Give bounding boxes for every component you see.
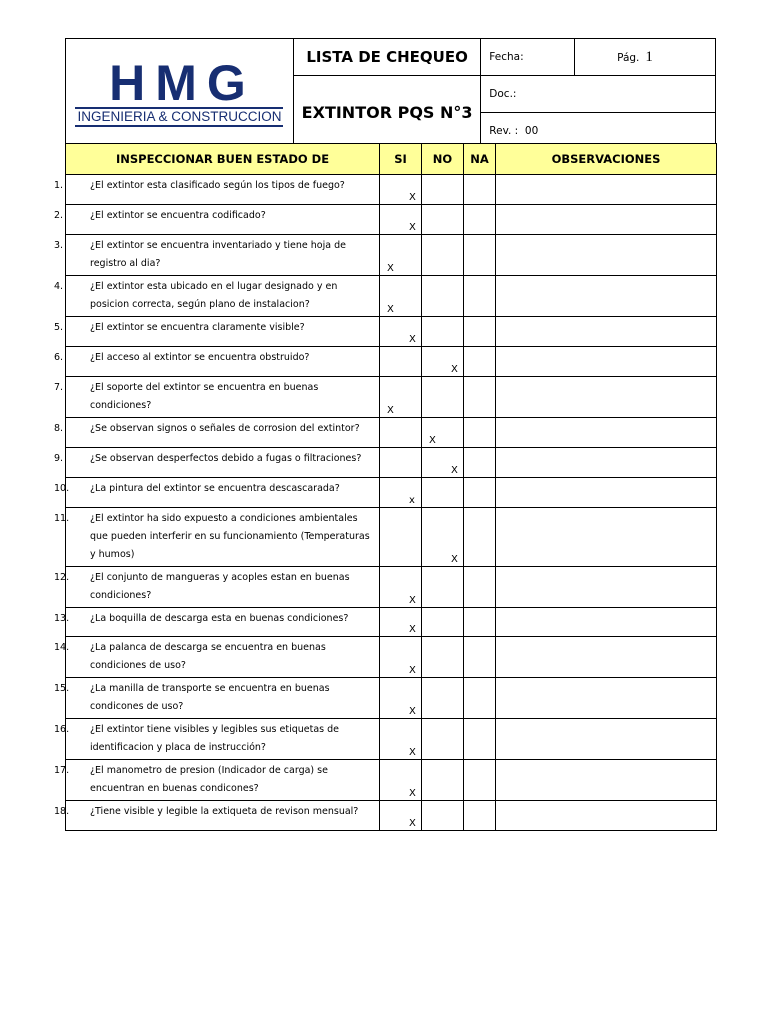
question-number: 6. — [54, 352, 64, 363]
answer-na-cell[interactable] — [464, 678, 496, 719]
question-text: ¿Se observan desperfectos debido a fugas o filtraciones? — [90, 453, 362, 464]
checklist-row — [66, 235, 717, 276]
question-number: 5. — [54, 322, 64, 333]
answer-no-cell[interactable] — [422, 377, 464, 418]
question-number: 13. — [54, 613, 70, 624]
answer-na-cell[interactable] — [464, 719, 496, 760]
checklist-row — [66, 418, 717, 448]
check-mark: X — [409, 222, 416, 233]
question-text: ¿La palanca de descarga se encuentra en buenas condiciones de uso? — [90, 642, 326, 671]
pag-label: Pág. — [617, 51, 640, 64]
answer-no-cell[interactable] — [422, 719, 464, 760]
observaciones-cell[interactable] — [496, 448, 717, 478]
question-number: 11. — [54, 513, 70, 524]
question-cell — [54, 235, 380, 276]
checklist-row — [66, 801, 717, 831]
answer-na-cell[interactable] — [464, 608, 496, 637]
answer-si-cell[interactable] — [380, 175, 422, 205]
answer-na-cell[interactable] — [464, 205, 496, 235]
checklist-row — [66, 478, 717, 508]
page-number — [575, 39, 716, 76]
checklist-row — [66, 678, 717, 719]
logo-mark: HMG — [109, 55, 256, 111]
question-cell — [54, 719, 380, 760]
checklist-row — [66, 637, 717, 678]
observaciones-cell[interactable] — [496, 508, 717, 567]
col-header-na: NA — [464, 144, 496, 175]
answer-si-cell[interactable] — [380, 608, 422, 637]
answer-si-cell[interactable] — [380, 347, 422, 377]
question-text: ¿El acceso al extintor se encuentra obstruido? — [90, 352, 310, 363]
answer-no-cell[interactable] — [422, 508, 464, 567]
check-mark: x — [409, 495, 415, 506]
answer-no-cell[interactable] — [422, 608, 464, 637]
question-cell — [54, 317, 380, 347]
answer-si-cell[interactable] — [380, 205, 422, 235]
question-number: 17. — [54, 765, 70, 776]
question-cell — [54, 448, 380, 478]
checklist-row — [66, 317, 717, 347]
answer-si-cell[interactable] — [380, 719, 422, 760]
question-cell — [54, 608, 380, 637]
check-mark: X — [429, 435, 436, 446]
question-cell — [54, 478, 380, 508]
form-title: LISTA DE CHEQUEO — [293, 39, 480, 76]
observaciones-cell[interactable] — [496, 317, 717, 347]
question-number: 14. — [54, 642, 70, 653]
checklist-row — [66, 760, 717, 801]
answer-si-cell[interactable] — [380, 377, 422, 418]
answer-na-cell[interactable] — [464, 801, 496, 831]
question-number: 15. — [54, 683, 70, 694]
answer-si-cell[interactable] — [380, 678, 422, 719]
question-text: ¿El conjunto de mangueras y acoples estan en buenas condiciones? — [90, 572, 350, 601]
question-text: ¿El manometro de presion (Indicador de carga) se encuentran en buenas condicones? — [90, 765, 328, 794]
answer-no-cell[interactable] — [422, 317, 464, 347]
answer-na-cell[interactable] — [464, 276, 496, 317]
answer-no-cell[interactable] — [422, 678, 464, 719]
question-text: ¿El extintor ha sido expuesto a condiciones ambientales que pueden interferir en su funcionamiento (Temperaturas y humos) — [90, 513, 370, 560]
check-mark: X — [409, 665, 416, 676]
answer-si-cell[interactable] — [380, 418, 422, 448]
answer-no-cell[interactable] — [422, 418, 464, 448]
question-number: 12. — [54, 572, 70, 583]
question-number: 1. — [54, 180, 64, 191]
question-text: ¿Se observan signos o señales de corrosion del extintor? — [90, 423, 360, 434]
col-header-question: INSPECCIONAR BUEN ESTADO DE — [66, 144, 380, 175]
checklist-row — [66, 347, 717, 377]
observaciones-cell[interactable] — [496, 175, 717, 205]
question-number: 7. — [54, 382, 64, 393]
question-number: 16. — [54, 724, 70, 735]
company-logo — [66, 39, 294, 150]
answer-si-cell[interactable] — [380, 317, 422, 347]
observaciones-cell[interactable] — [496, 719, 717, 760]
answer-na-cell[interactable] — [464, 637, 496, 678]
observaciones-cell[interactable] — [496, 377, 717, 418]
answer-no-cell[interactable] — [422, 347, 464, 377]
answer-na-cell[interactable] — [464, 760, 496, 801]
check-mark: X — [409, 706, 416, 717]
rev-label: Rev. : — [489, 125, 519, 137]
observaciones-cell[interactable] — [496, 205, 717, 235]
answer-no-cell[interactable] — [422, 276, 464, 317]
question-cell — [54, 175, 380, 205]
question-cell — [54, 508, 380, 567]
answer-si-cell[interactable] — [380, 801, 422, 831]
answer-no-cell[interactable] — [422, 801, 464, 831]
checklist-row — [66, 448, 717, 478]
checklist-row — [66, 175, 717, 205]
question-number: 2. — [54, 210, 64, 221]
answer-na-cell[interactable] — [464, 317, 496, 347]
rev-value: 00 — [524, 125, 539, 137]
question-text: ¿El extintor tiene visibles y legibles sus etiquetas de identificacion y placa de instrucción? — [90, 724, 339, 753]
inspection-checklist — [54, 143, 717, 831]
answer-na-cell[interactable] — [464, 418, 496, 448]
answer-si-cell[interactable] — [380, 235, 422, 276]
answer-na-cell[interactable] — [464, 347, 496, 377]
observaciones-cell[interactable] — [496, 567, 717, 608]
question-text: ¿El soporte del extintor se encuentra en buenas condiciones? — [90, 382, 319, 411]
answer-si-cell[interactable] — [380, 448, 422, 478]
checklist-row — [66, 608, 717, 637]
observaciones-cell[interactable] — [496, 478, 717, 508]
answer-no-cell[interactable] — [422, 448, 464, 478]
check-mark: X — [387, 263, 394, 274]
checklist-row — [66, 205, 717, 235]
answer-na-cell[interactable] — [464, 377, 496, 418]
observaciones-cell[interactable] — [496, 637, 717, 678]
question-number: 4. — [54, 281, 64, 292]
observaciones-cell[interactable] — [496, 276, 717, 317]
check-mark: X — [409, 624, 416, 635]
checklist-body — [54, 175, 717, 831]
check-mark: X — [409, 747, 416, 758]
answer-no-cell[interactable] — [422, 637, 464, 678]
observaciones-cell[interactable] — [496, 347, 717, 377]
check-mark: X — [387, 405, 394, 416]
question-text: ¿El extintor esta clasificado según los tipos de fuego? — [90, 180, 345, 191]
answer-no-cell[interactable] — [422, 205, 464, 235]
question-text: ¿La manilla de transporte se encuentra en buenas condicones de uso? — [90, 683, 330, 712]
answer-na-cell[interactable] — [464, 478, 496, 508]
answer-no-cell[interactable] — [422, 760, 464, 801]
answer-si-cell[interactable] — [380, 276, 422, 317]
check-mark: X — [387, 304, 394, 315]
answer-na-cell[interactable] — [464, 175, 496, 205]
observaciones-cell[interactable] — [496, 418, 717, 448]
check-mark: X — [409, 595, 416, 606]
question-cell — [54, 678, 380, 719]
question-cell — [54, 760, 380, 801]
question-text: ¿La boquilla de descarga esta en buenas condiciones? — [90, 613, 349, 624]
answer-si-cell[interactable] — [380, 567, 422, 608]
check-mark: X — [409, 818, 416, 829]
observaciones-cell[interactable] — [496, 235, 717, 276]
checklist-row — [66, 567, 717, 608]
question-text: ¿Tiene visible y legible la extiqueta de revison mensual? — [90, 806, 359, 817]
question-number: 9. — [54, 453, 64, 464]
logo-subtitle: INGENIERIA & CONSTRUCCION — [75, 107, 283, 127]
answer-si-cell[interactable] — [380, 478, 422, 508]
answer-na-cell[interactable] — [464, 448, 496, 478]
pag-value: 1 — [645, 48, 653, 65]
question-number: 8. — [54, 423, 64, 434]
check-mark: X — [451, 364, 458, 375]
question-text: ¿La pintura del extintor se encuentra descascarada? — [90, 483, 340, 494]
question-text: ¿El extintor se encuentra claramente visible? — [90, 322, 305, 333]
answer-si-cell[interactable] — [380, 760, 422, 801]
checklist-row — [66, 377, 717, 418]
question-number: 10. — [54, 483, 70, 494]
checklist-header-row — [66, 144, 717, 175]
check-mark: X — [451, 465, 458, 476]
document-header — [65, 38, 716, 150]
check-mark: X — [409, 334, 416, 345]
answer-no-cell[interactable] — [422, 235, 464, 276]
observaciones-cell[interactable] — [496, 760, 717, 801]
answer-no-cell[interactable] — [422, 478, 464, 508]
answer-no-cell[interactable] — [422, 175, 464, 205]
checklist-row — [66, 276, 717, 317]
fecha-label: Fecha: — [481, 39, 575, 76]
question-number: 18. — [54, 806, 70, 817]
question-cell — [54, 637, 380, 678]
check-mark: X — [409, 192, 416, 203]
col-header-no: NO — [422, 144, 464, 175]
observaciones-cell[interactable] — [496, 608, 717, 637]
question-text: ¿El extintor esta ubicado en el lugar designado y en posicion correcta, según plano de instalacion? — [90, 281, 338, 310]
question-cell — [54, 377, 380, 418]
col-header-observaciones: OBSERVACIONES — [496, 144, 717, 175]
check-mark: X — [451, 554, 458, 565]
doc-label: Doc.: — [481, 76, 716, 113]
col-header-si: SI — [380, 144, 422, 175]
question-number: 3. — [54, 240, 64, 251]
checklist-row — [66, 719, 717, 760]
question-text: ¿El extintor se encuentra codificado? — [90, 210, 266, 221]
question-cell — [54, 205, 380, 235]
checklist-row — [66, 508, 717, 567]
question-cell — [54, 801, 380, 831]
answer-si-cell[interactable] — [380, 637, 422, 678]
answer-na-cell[interactable] — [464, 235, 496, 276]
question-cell — [54, 347, 380, 377]
question-text: ¿El extintor se encuentra inventariado y tiene hoja de registro al dia? — [90, 240, 346, 269]
answer-na-cell[interactable] — [464, 508, 496, 567]
observaciones-cell[interactable] — [496, 801, 717, 831]
question-cell — [54, 276, 380, 317]
answer-no-cell[interactable] — [422, 567, 464, 608]
check-mark: X — [409, 788, 416, 799]
form-subtitle: EXTINTOR PQS N°3 — [293, 76, 480, 150]
question-cell — [54, 418, 380, 448]
observaciones-cell[interactable] — [496, 678, 717, 719]
question-cell — [54, 567, 380, 608]
answer-si-cell[interactable] — [380, 508, 422, 567]
answer-na-cell[interactable] — [464, 567, 496, 608]
